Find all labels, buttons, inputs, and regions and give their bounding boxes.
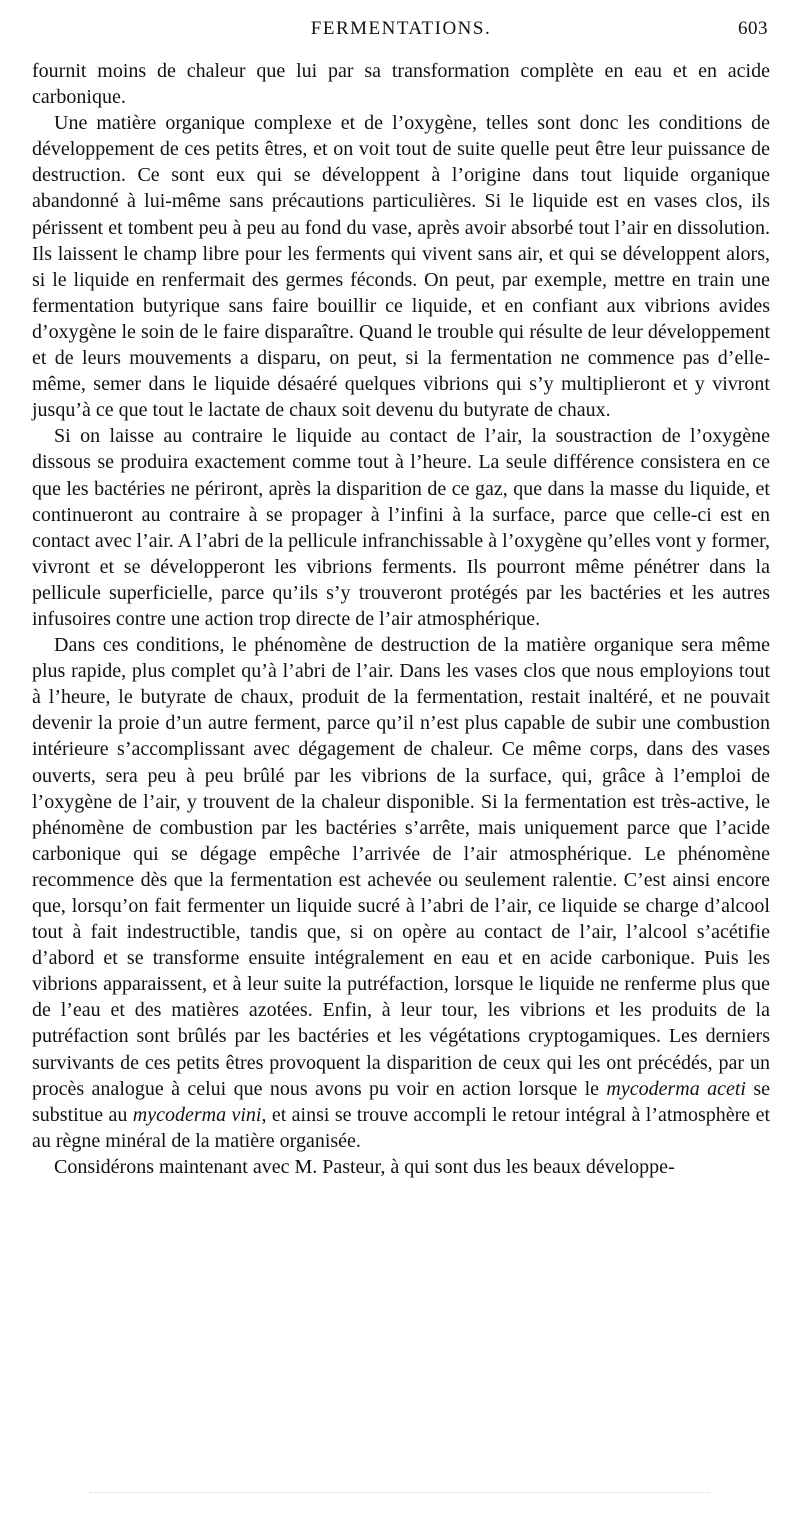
paragraph-5: Considérons maintenant avec M. Pasteur, à qui sont dus les beaux développe- bbox=[54, 1155, 675, 1178]
paragraph-4-text-b: se substitue au bbox=[32, 1077, 770, 1126]
italic-term-mycoderma-vini: mycoderma vini bbox=[132, 1103, 262, 1126]
page-number: 603 bbox=[738, 18, 768, 39]
paragraph-4-text-a: Dans ces conditions, le phénomène de destruction de la matière organique sera même plus rapide, plus complet qu’à l’abri de l’air. Dans les vases clos que nous employions tout à l’heure, le butyrate de chaux, produit de la fermentation, restait inaltéré, et ne pouvait devenir la proie d’un autre ferment, parce qu’il n’est plus capable de subir une combustion intérieure s’accomplissant avec dégagement de chaleur. Ce même corps, dans des vases ouverts, sera peu à peu brûlé par les vibrions de la surface, qui, grâce à l’emploi de l’oxygène de l’air, y trouvent de la chaleur disponible. Si la fermentation est très-active, le phénomène de combustion par les bactéries s’arrête, mais uniquement parce que l’acide carbonique qui se dégage empêche l’arrivée de l’air atmosphérique. Le phénomène recommence dès que la fermentation est achevée ou seulement ralentie. C’est ainsi encore que, lorsqu’on fait fermenter un liquide sucré à l’abri de l’air, ce liquide se charge d’alcool tout à fait indestructible, tandis que, si on opère au contact de l’air, l’alcool s’acétifie d’abord et se transforme ensuite intégralement en eau et en acide carbonique. Puis les vibrions apparaissent, et à leur suite la putréfaction, lorsque le liquide ne renferme plus que de l’eau et des matières azotées. Enfin, à leur tour, les vibrions et les produits de la putréfaction sont brûlés par les bactéries et les végétations cryptogamiques. Les derniers survivants de ces petits êtres provoquent la disparition de ceux qui les ont précédés, par un procès analogue à celui que nous avons pu voir en action lorsque le bbox=[32, 634, 770, 1100]
paragraph-4 bbox=[32, 632, 770, 1154]
running-title: FERMENTATIONS. bbox=[310, 18, 492, 39]
paragraph-2: Une matière organique complexe et de l’oxygène, telles sont donc les conditions de développement de ces petits êtres, et on voit tout de suite quelle peut être leur puissance de destruction. Ce sont eux qui se développent à l’origine dans tout liquide organique abandonné à lui-même sans précautions particulières. Si le liquide est en vases clos, ils périssent et tombent peu à peu au fond du vase, après avoir absorbé tout l’air en dissolution. Ils laissent le champ libre pour les ferments qui vivent sans air, et qui se développent alors, si le liquide en renfermait des germes féconds. On peut, par exemple, mettre en train une fermentation butyrique sans faire bouillir ce liquide, et en confiant aux vibrions avides d’oxygène le soin de le faire disparaître. Quand le trouble qui résulte de leur développement et de leurs mouvements a disparu, on peut, si la fermentation ne commence pas d’elle-même, semer dans le liquide désaéré quelques vibrions qui s’y multiplieront et y vivront jusqu’à ce que tout le lactate de chaux soit devenu du butyrate de chaux. bbox=[32, 112, 770, 422]
paragraph-4-text-c: , et ainsi se trouve accompli le retour intégral à l’atmosphère et au règne minéral de la matière organisée. bbox=[32, 1103, 771, 1152]
scan-specks bbox=[90, 1492, 710, 1499]
paragraph-1: fournit moins de chaleur que lui par sa transformation complète en eau et en acide carbonique. bbox=[32, 60, 770, 109]
document-page bbox=[32, 18, 770, 1180]
page-header bbox=[32, 18, 770, 58]
italic-term-mycoderma-aceti: mycoderma aceti bbox=[606, 1077, 746, 1100]
paragraph-3: Si on laisse au contraire le liquide au contact de l’air, la soustraction de l’oxygène dissous se produira exactement comme tout à l’heure. La seule différence consistera en ce que les bactéries ne périront, après la disparition de ce gaz, que dans la masse du liquide, et continueront au contraire à se propager à l’infini à la surface, parce que celle-ci est en contact avec l’air. A l’abri de la pellicule infranchissable à l’oxygène qu’elles vont y former, vivront et se développeront les vibrions ferments. Ils pourront même pénétrer dans la pellicule superficielle, parce qu’ils s’y trouveront protégés par les bactéries et les autres infusoires contre une action trop directe de l’air atmosphérique. bbox=[32, 425, 770, 630]
body-text bbox=[32, 58, 770, 1180]
